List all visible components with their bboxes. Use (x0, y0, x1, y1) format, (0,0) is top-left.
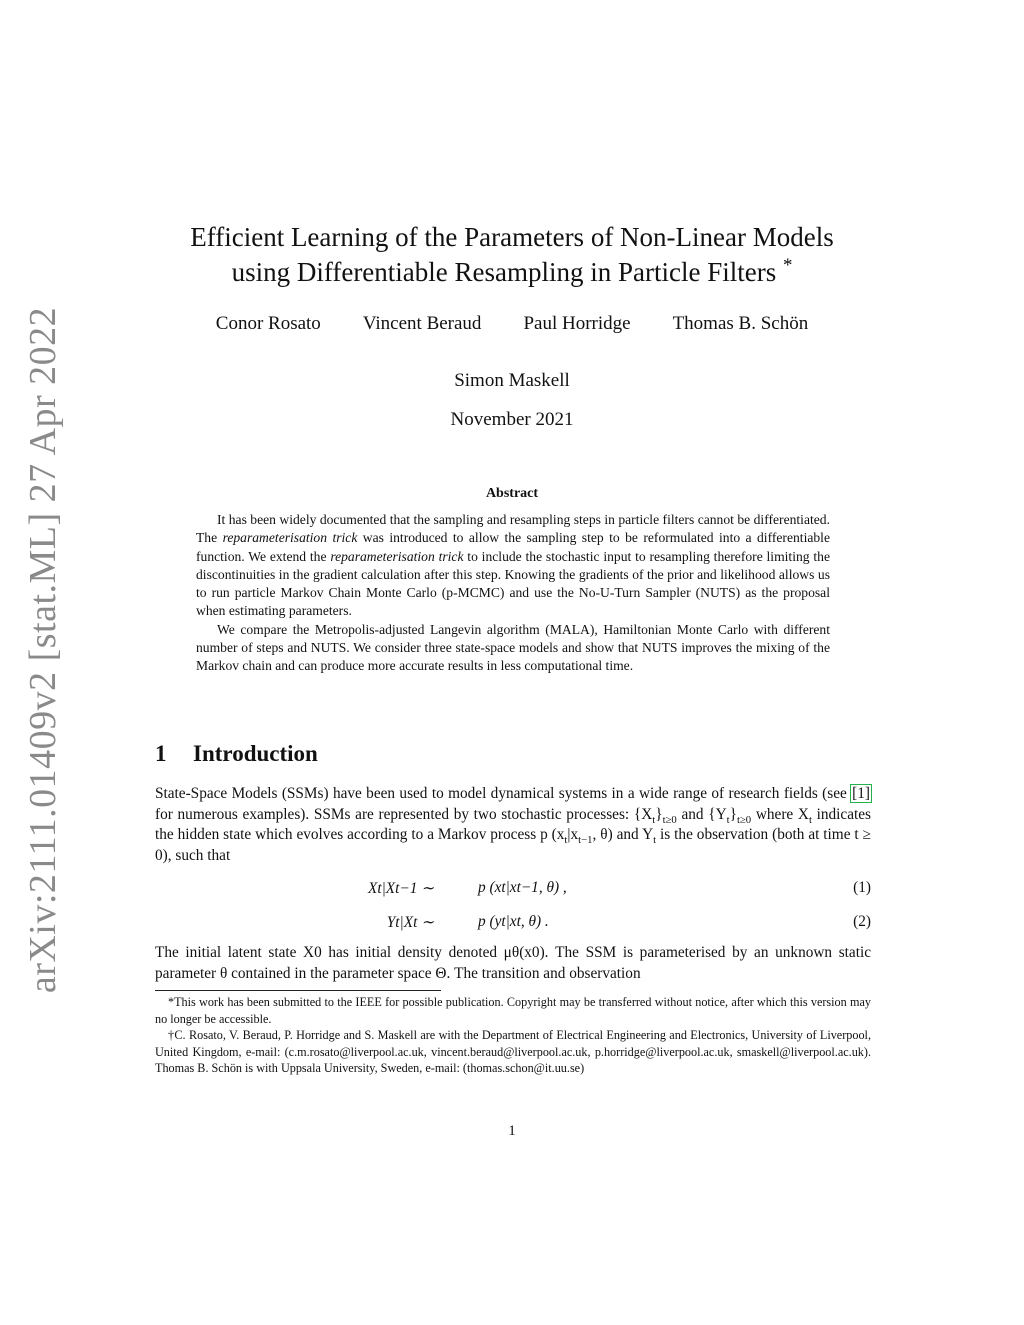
body-text: State-Space Models (SSMs) have been used to model dynamical systems in a wide range of research fields (see (155, 785, 852, 802)
author-name: Thomas B. Schön (672, 313, 809, 334)
equation-1 (155, 879, 871, 901)
subscript: t≥0 (736, 813, 752, 826)
page-number: 1 (508, 1123, 516, 1139)
title-line-2-text: using Differentiable Resampling in Particle Filters (231, 257, 777, 287)
abstract-heading: Abstract (485, 486, 539, 501)
subscript: t (564, 834, 568, 847)
title-line-2 (150, 255, 874, 290)
subscript: t (653, 834, 657, 847)
abstract-paragraph (196, 511, 830, 621)
body-text: and {Y (676, 805, 727, 823)
footnote: †C. Rosato, V. Beraud, P. Horridge and S. Maskell are with the Department of Electrical Engineering and Electronics, University of Liverpool, United Kingdom, e-mail: (c.m.rosato@liverpool.ac.uk, vincent.beraud@liverpool.ac.uk, p.horridge@liverpool.ac.uk, smaskell@liverpool.ac.uk). Thomas B. Schön is with Uppsala University, Sweden, e-mail: (thomas.schon@it.uu.se) (155, 1028, 871, 1075)
body-text: where X (751, 805, 809, 823)
author-list (150, 313, 874, 335)
author-name: Simon Maskell (454, 370, 570, 391)
intro-paragraph (155, 784, 871, 866)
subscript: t≥0 (662, 813, 677, 826)
body-text: is the observation (both at time t ≥ 0), such that (155, 826, 871, 864)
abstract-text: was introduced to allow the sampling step to be reformulated into a differentiable function. We extend the (196, 530, 830, 564)
abstract-body (196, 511, 830, 676)
abstract-emphasis: reparameterisation trick (222, 530, 358, 546)
subscript: t (808, 813, 812, 826)
body-text: |x (567, 826, 579, 844)
citation-link[interactable]: [1] (852, 785, 870, 802)
subscript: t−1 (578, 834, 593, 847)
body-text: for numerous examples). SSMs are represented by two stochastic processes: {X (155, 805, 653, 823)
author-name: Vincent Beraud (362, 313, 482, 334)
arxiv-side-stamp: arXiv:2111.01409v2 [stat.ML] 27 Apr 2022 (22, 306, 64, 994)
abstract-paragraph: We compare the Metropolis-adjusted Langevin algorithm (MALA), Hamiltonian Monte Carlo with different number of steps and NUTS. We consider three state-space models and show that NUTS improves the mixing of the Markov chain and can produce more accurate results in less computational time. (196, 621, 830, 674)
body-text: } (655, 805, 663, 823)
subscript: t (652, 813, 656, 826)
paper-title (150, 220, 874, 290)
section-heading (155, 741, 318, 767)
section-number: 1 (155, 741, 167, 766)
publication-date: November 2021 (450, 409, 574, 430)
abstract-text: It has been widely documented that the sampling and resampling steps in particle filters cannot be differentiated. The (196, 512, 830, 546)
body-text: } (729, 805, 737, 823)
equation-number: (1) (853, 879, 871, 896)
footnote-rule (155, 990, 441, 991)
author-name: Conor Rosato (215, 313, 321, 334)
equation-rhs: p (xt|xt−1, θ) , (478, 879, 567, 896)
equation-rhs: p (yt|xt, θ) . (478, 913, 549, 930)
author-name: Paul Horridge (523, 313, 631, 334)
body-paragraph (155, 943, 871, 984)
equation-2 (155, 913, 871, 935)
footnote: *This work has been submitted to the IEEE for possible publication. Copyright may be transferred without notice, after which this version may no longer be accessible. (155, 995, 871, 1026)
body-text: , θ) and Y (592, 826, 654, 844)
equation-number: (2) (853, 913, 871, 930)
equation-lhs: Xt|Xt−1 ∼ (367, 880, 434, 897)
abstract-text: to include the stochastic input to resampling therefore limiting the discontinuities in the gradient calculation after this step. Knowing the gradients of the prior and likelihood allows us to run particle Markov Chain Monte Carlo (p-MCMC) and use the No-U-Turn Sampler (NUTS) as the proposal when estimating parameters. (196, 548, 830, 619)
title-line-1: Efficient Learning of the Parameters of Non-Linear Models (190, 222, 834, 252)
subscript: t (726, 813, 730, 826)
equation-lhs: Yt|Xt ∼ (386, 914, 434, 931)
footnotes (155, 994, 871, 1077)
body-text: indicates the hidden state which evolves according to a Markov process p (x (155, 805, 871, 844)
section-title: Introduction (193, 741, 318, 766)
title-footnote-marker: * (782, 255, 793, 276)
abstract-emphasis: reparameterisation trick (330, 548, 464, 564)
body-text: The initial latent state X0 has initial density denoted μθ(x0). The SSM is parameterised by an unknown static parameter θ contained in the parameter space Θ. The transition and observation (155, 944, 871, 982)
